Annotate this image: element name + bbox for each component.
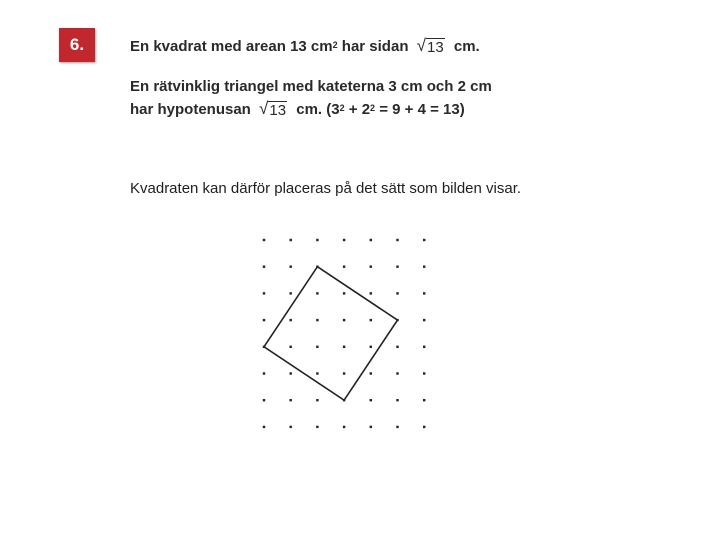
grid-dot bbox=[290, 372, 292, 374]
line3-after1: cm. (3 bbox=[292, 101, 340, 118]
grid-dot bbox=[370, 319, 372, 321]
grid-dot bbox=[316, 319, 318, 321]
grid-dot bbox=[423, 319, 425, 321]
grid-dot bbox=[370, 372, 372, 374]
grid-dot bbox=[290, 426, 292, 428]
grid-dot bbox=[263, 292, 265, 294]
grid-dot bbox=[423, 346, 425, 348]
grid-dot bbox=[343, 372, 345, 374]
grid-dot bbox=[343, 292, 345, 294]
grid-dot bbox=[343, 266, 345, 268]
statement-hypotenuse bbox=[130, 100, 465, 119]
sqrt-sign-icon: √ bbox=[416, 36, 426, 55]
grid-dot bbox=[423, 239, 425, 241]
line3-sup1: 2 bbox=[339, 102, 345, 113]
grid-dot bbox=[370, 346, 372, 348]
grid-dot bbox=[396, 292, 398, 294]
grid-dot bbox=[370, 399, 372, 401]
tilted-square bbox=[264, 267, 398, 401]
line1-sup: 2 bbox=[332, 39, 338, 50]
grid-dot bbox=[316, 292, 318, 294]
grid-dot bbox=[396, 239, 398, 241]
grid-dot bbox=[396, 399, 398, 401]
grid-dot bbox=[263, 426, 265, 428]
grid-dot bbox=[263, 372, 265, 374]
grid-dot bbox=[263, 319, 265, 321]
grid-dot bbox=[343, 426, 345, 428]
grid-dot bbox=[343, 319, 345, 321]
line2-text: En rätvinklig triangel med kateterna 3 cm och 2 cm bbox=[130, 78, 492, 95]
line3-sup2: 2 bbox=[370, 102, 376, 113]
grid-dot bbox=[370, 266, 372, 268]
problem-number-badge bbox=[59, 28, 95, 62]
grid-dot bbox=[316, 399, 318, 401]
grid-dot bbox=[370, 292, 372, 294]
grid-dot bbox=[290, 399, 292, 401]
grid-dot bbox=[370, 239, 372, 241]
dot-grid-figure bbox=[240, 220, 450, 445]
square-root-13-hypotenuse bbox=[259, 100, 287, 119]
statement-square-area bbox=[130, 37, 480, 56]
radicand: 13 bbox=[269, 102, 287, 119]
grid-dot bbox=[290, 266, 292, 268]
grid-dot bbox=[423, 372, 425, 374]
line1-middle: har sidan bbox=[337, 38, 413, 55]
grid-dot bbox=[316, 372, 318, 374]
grid-dot bbox=[263, 266, 265, 268]
grid-dot bbox=[423, 266, 425, 268]
grid-dot bbox=[396, 372, 398, 374]
grid-dot bbox=[343, 346, 345, 348]
grid-dot bbox=[263, 239, 265, 241]
caption: Kvadraten kan därför placeras på det sätt som bilden visar. bbox=[130, 180, 522, 197]
line3-after3: = 9 + 4 = 13) bbox=[375, 101, 465, 118]
grid-dot bbox=[396, 346, 398, 348]
line1-before: En kvadrat med arean 13 cm bbox=[130, 38, 333, 55]
radicand: 13 bbox=[427, 39, 444, 56]
grid-dot bbox=[423, 399, 425, 401]
grid-dot bbox=[316, 239, 318, 241]
grid-dot bbox=[290, 346, 292, 348]
grid-dot bbox=[423, 426, 425, 428]
problem-number: 6. bbox=[69, 35, 85, 54]
grid-dot bbox=[343, 239, 345, 241]
grid-dot bbox=[263, 399, 265, 401]
grid-dot bbox=[290, 319, 292, 321]
grid-dot bbox=[423, 292, 425, 294]
grid-dot bbox=[290, 292, 292, 294]
square-root-13 bbox=[417, 37, 445, 56]
grid-dot bbox=[396, 266, 398, 268]
grid-dot bbox=[316, 426, 318, 428]
grid-dot bbox=[290, 239, 292, 241]
grid-dot bbox=[370, 426, 372, 428]
grid-dot bbox=[316, 346, 318, 348]
line3-before: har hypotenusan bbox=[130, 101, 256, 118]
grid-dot bbox=[396, 426, 398, 428]
line3-after2: + 2 bbox=[344, 101, 371, 118]
statement-triangle-legs bbox=[130, 78, 492, 95]
sqrt-sign-icon: √ bbox=[259, 99, 269, 118]
line1-after: cm. bbox=[449, 38, 480, 55]
